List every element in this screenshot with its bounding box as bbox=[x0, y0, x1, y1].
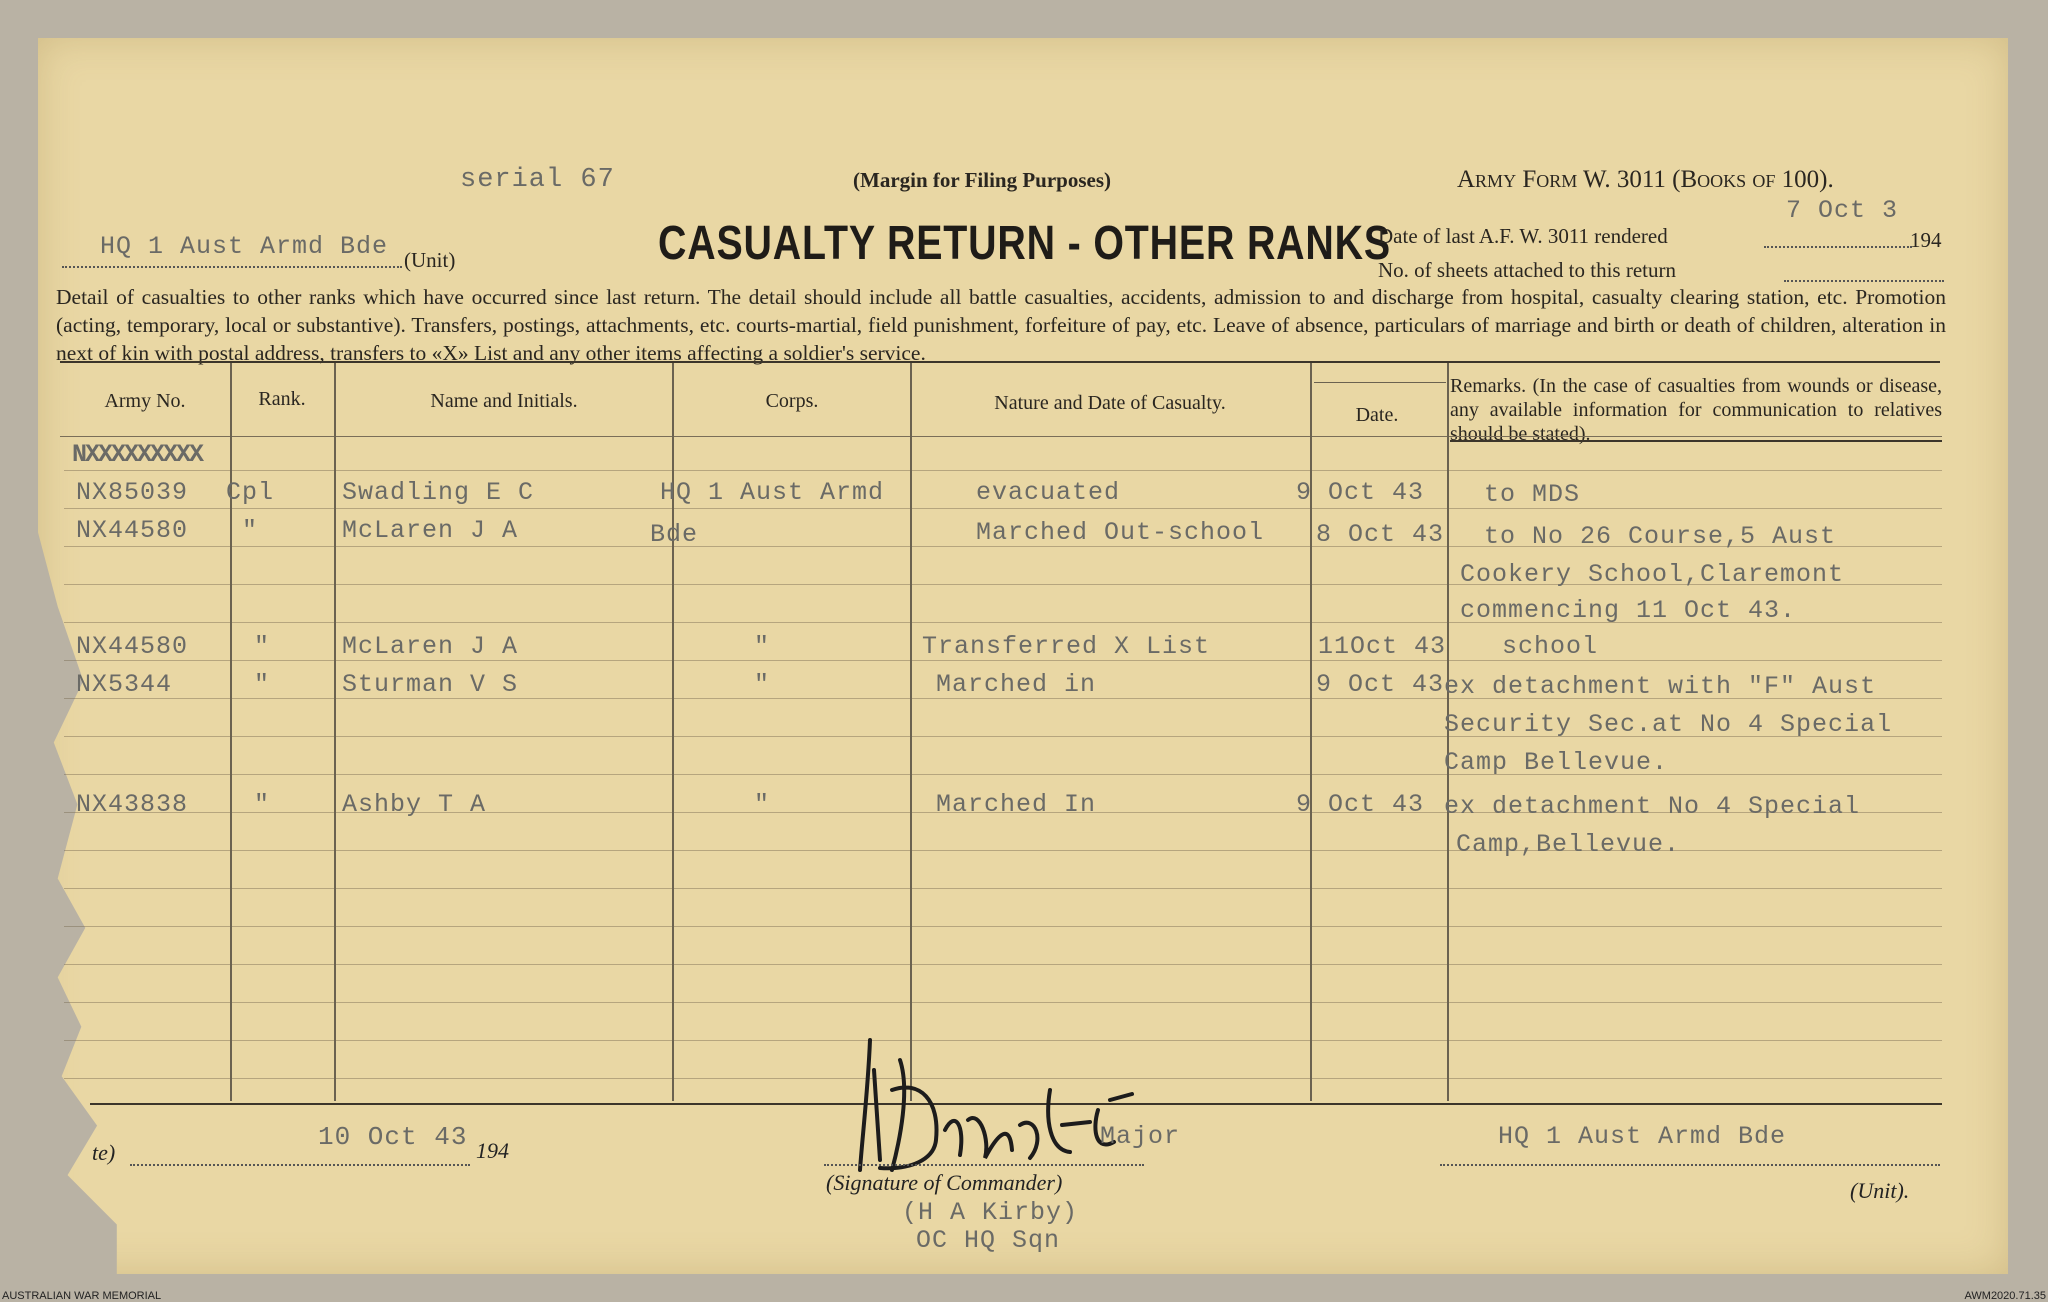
serial-number: serial 67 bbox=[460, 165, 615, 195]
corps-cell: Bde bbox=[650, 520, 699, 549]
margin-note: (Margin for Filing Purposes) bbox=[853, 168, 1112, 192]
date-cell: 9 Oct 43 bbox=[1316, 670, 1445, 699]
archive-credit: AUSTRALIAN WAR MEMORIAL bbox=[2, 1290, 162, 1302]
ruled-line bbox=[64, 1002, 1942, 1003]
last-rendered-year: 194 bbox=[1910, 228, 1942, 252]
commander-signature bbox=[840, 1030, 1170, 1180]
remarks-line: commencing 11 Oct 43. bbox=[1460, 596, 1797, 625]
form-id: Army Form W. 3011 (Books of 100). bbox=[1457, 166, 1834, 193]
corps-cell: " bbox=[754, 790, 771, 819]
army-no-cell: NX44580 bbox=[76, 516, 189, 545]
footer-year: 194 bbox=[476, 1138, 509, 1163]
sheets-label: No. of sheets attached to this return bbox=[1378, 258, 1676, 282]
rank-cell: " bbox=[242, 516, 259, 545]
nature-cell: evacuated bbox=[976, 478, 1121, 507]
date-cell: 9 Oct 43 bbox=[1296, 790, 1425, 819]
last-rendered-label: Date of last A.F. W. 3011 rendered bbox=[1378, 224, 1668, 248]
remarks-line: to MDS bbox=[1484, 480, 1581, 509]
footer-rank: Major bbox=[1100, 1122, 1181, 1151]
header-rank: Rank. bbox=[258, 388, 306, 410]
unit-typed: HQ 1 Aust Armd Bde bbox=[100, 232, 389, 261]
rank-cell: " bbox=[254, 670, 271, 699]
ruled-line bbox=[64, 470, 1942, 471]
date-cell: 11Oct 43 bbox=[1318, 632, 1447, 661]
remarks-line: to No 26 Course,5 Aust bbox=[1484, 522, 1837, 551]
header-nature: Nature and Date of Casualty. bbox=[994, 392, 1226, 414]
nature-cell: Transferred X List bbox=[922, 632, 1211, 661]
ruled-line bbox=[64, 508, 1942, 509]
rank-cell: Cpl bbox=[226, 478, 275, 507]
form-title: CASUALTY RETURN - OTHER RANKS bbox=[658, 217, 1391, 270]
signer-role: OC HQ Sqn bbox=[916, 1226, 1061, 1255]
header-corps: Corps. bbox=[765, 390, 819, 412]
header-date: Date. bbox=[1355, 404, 1399, 426]
remarks-line: Camp Bellevue. bbox=[1444, 748, 1669, 777]
header-name: Name and Initials. bbox=[430, 390, 578, 412]
signature-label: (Signature of Commander) bbox=[826, 1170, 1063, 1195]
remarks-line: Camp,Bellevue. bbox=[1456, 830, 1681, 859]
name-cell: McLaren J A bbox=[342, 516, 519, 545]
name-cell: Ashby T A bbox=[342, 790, 487, 819]
date-cell: 9 Oct 43 bbox=[1296, 478, 1425, 507]
ruled-line bbox=[64, 888, 1942, 889]
name-cell: McLaren J A bbox=[342, 632, 519, 661]
army-no-cell: NX44580 bbox=[76, 632, 189, 661]
remarks-line: ex detachment No 4 Special bbox=[1444, 792, 1861, 821]
signer-name: (H A Kirby) bbox=[902, 1198, 1079, 1227]
header-remarks: Remarks. (In the case of casualties from wounds or disease, any available information for communication to relatives should be stated). bbox=[1450, 375, 1942, 445]
remarks-line: ex detachment with "F" Aust bbox=[1444, 672, 1877, 701]
corps-cell: " bbox=[754, 670, 771, 699]
name-cell: Swadling E C bbox=[342, 478, 535, 507]
army-no-cell: NX5344 bbox=[76, 670, 173, 699]
nature-cell: Marched In bbox=[936, 790, 1097, 819]
remarks-line: school bbox=[1502, 632, 1599, 661]
remarks-line: Security Sec.at No 4 Special bbox=[1444, 710, 1893, 739]
instructions-paragraph: Detail of casualties to other ranks which have occurred since last return. The detail should include all battle casualties, accidents, admission to and discharge from hospital, casualty clearing station, etc. Promotion (acting, temporary, local or substantive). Transfers, postings, attachments, etc. courts-martial, field punishment, forfeiture of pay, etc. Leave of absence, particulars of marriage and birth or death of children, alteration in next of kin with postal address, transfers to «X» List and any other items affecting a soldier's service. bbox=[56, 285, 1946, 365]
last-rendered-value: 7 Oct 3 bbox=[1786, 196, 1899, 225]
name-cell: Sturman V S bbox=[342, 670, 519, 699]
footer-unit-typed: HQ 1 Aust Armd Bde bbox=[1498, 1122, 1787, 1151]
remarks-line: Cookery School,Claremont bbox=[1460, 560, 1845, 589]
corps-cell: HQ 1 Aust Armd bbox=[660, 478, 885, 507]
ruled-line bbox=[64, 964, 1942, 965]
rank-cell: " bbox=[254, 790, 271, 819]
unit-label: (Unit) bbox=[404, 248, 456, 272]
date-cell: 8 Oct 43 bbox=[1316, 520, 1445, 549]
footer-unit-label: (Unit). bbox=[1850, 1178, 1910, 1203]
header-army-no: Army No. bbox=[104, 390, 186, 412]
army-no-cell: NX85039 bbox=[76, 478, 189, 507]
date-label: te) bbox=[92, 1140, 116, 1165]
rank-cell: " bbox=[254, 632, 271, 661]
army-no-cell: NX43838 bbox=[76, 790, 189, 819]
struck-entry: NXXXXXXXXX bbox=[72, 440, 203, 469]
archive-reference: AWM2020.71.35 bbox=[1964, 1290, 2046, 1302]
footer-date: 10 Oct 43 bbox=[318, 1122, 468, 1152]
nature-cell: Marched in bbox=[936, 670, 1097, 699]
corps-cell: " bbox=[754, 632, 771, 661]
ruled-line bbox=[64, 926, 1942, 927]
nature-cell: Marched Out-school bbox=[976, 518, 1265, 547]
